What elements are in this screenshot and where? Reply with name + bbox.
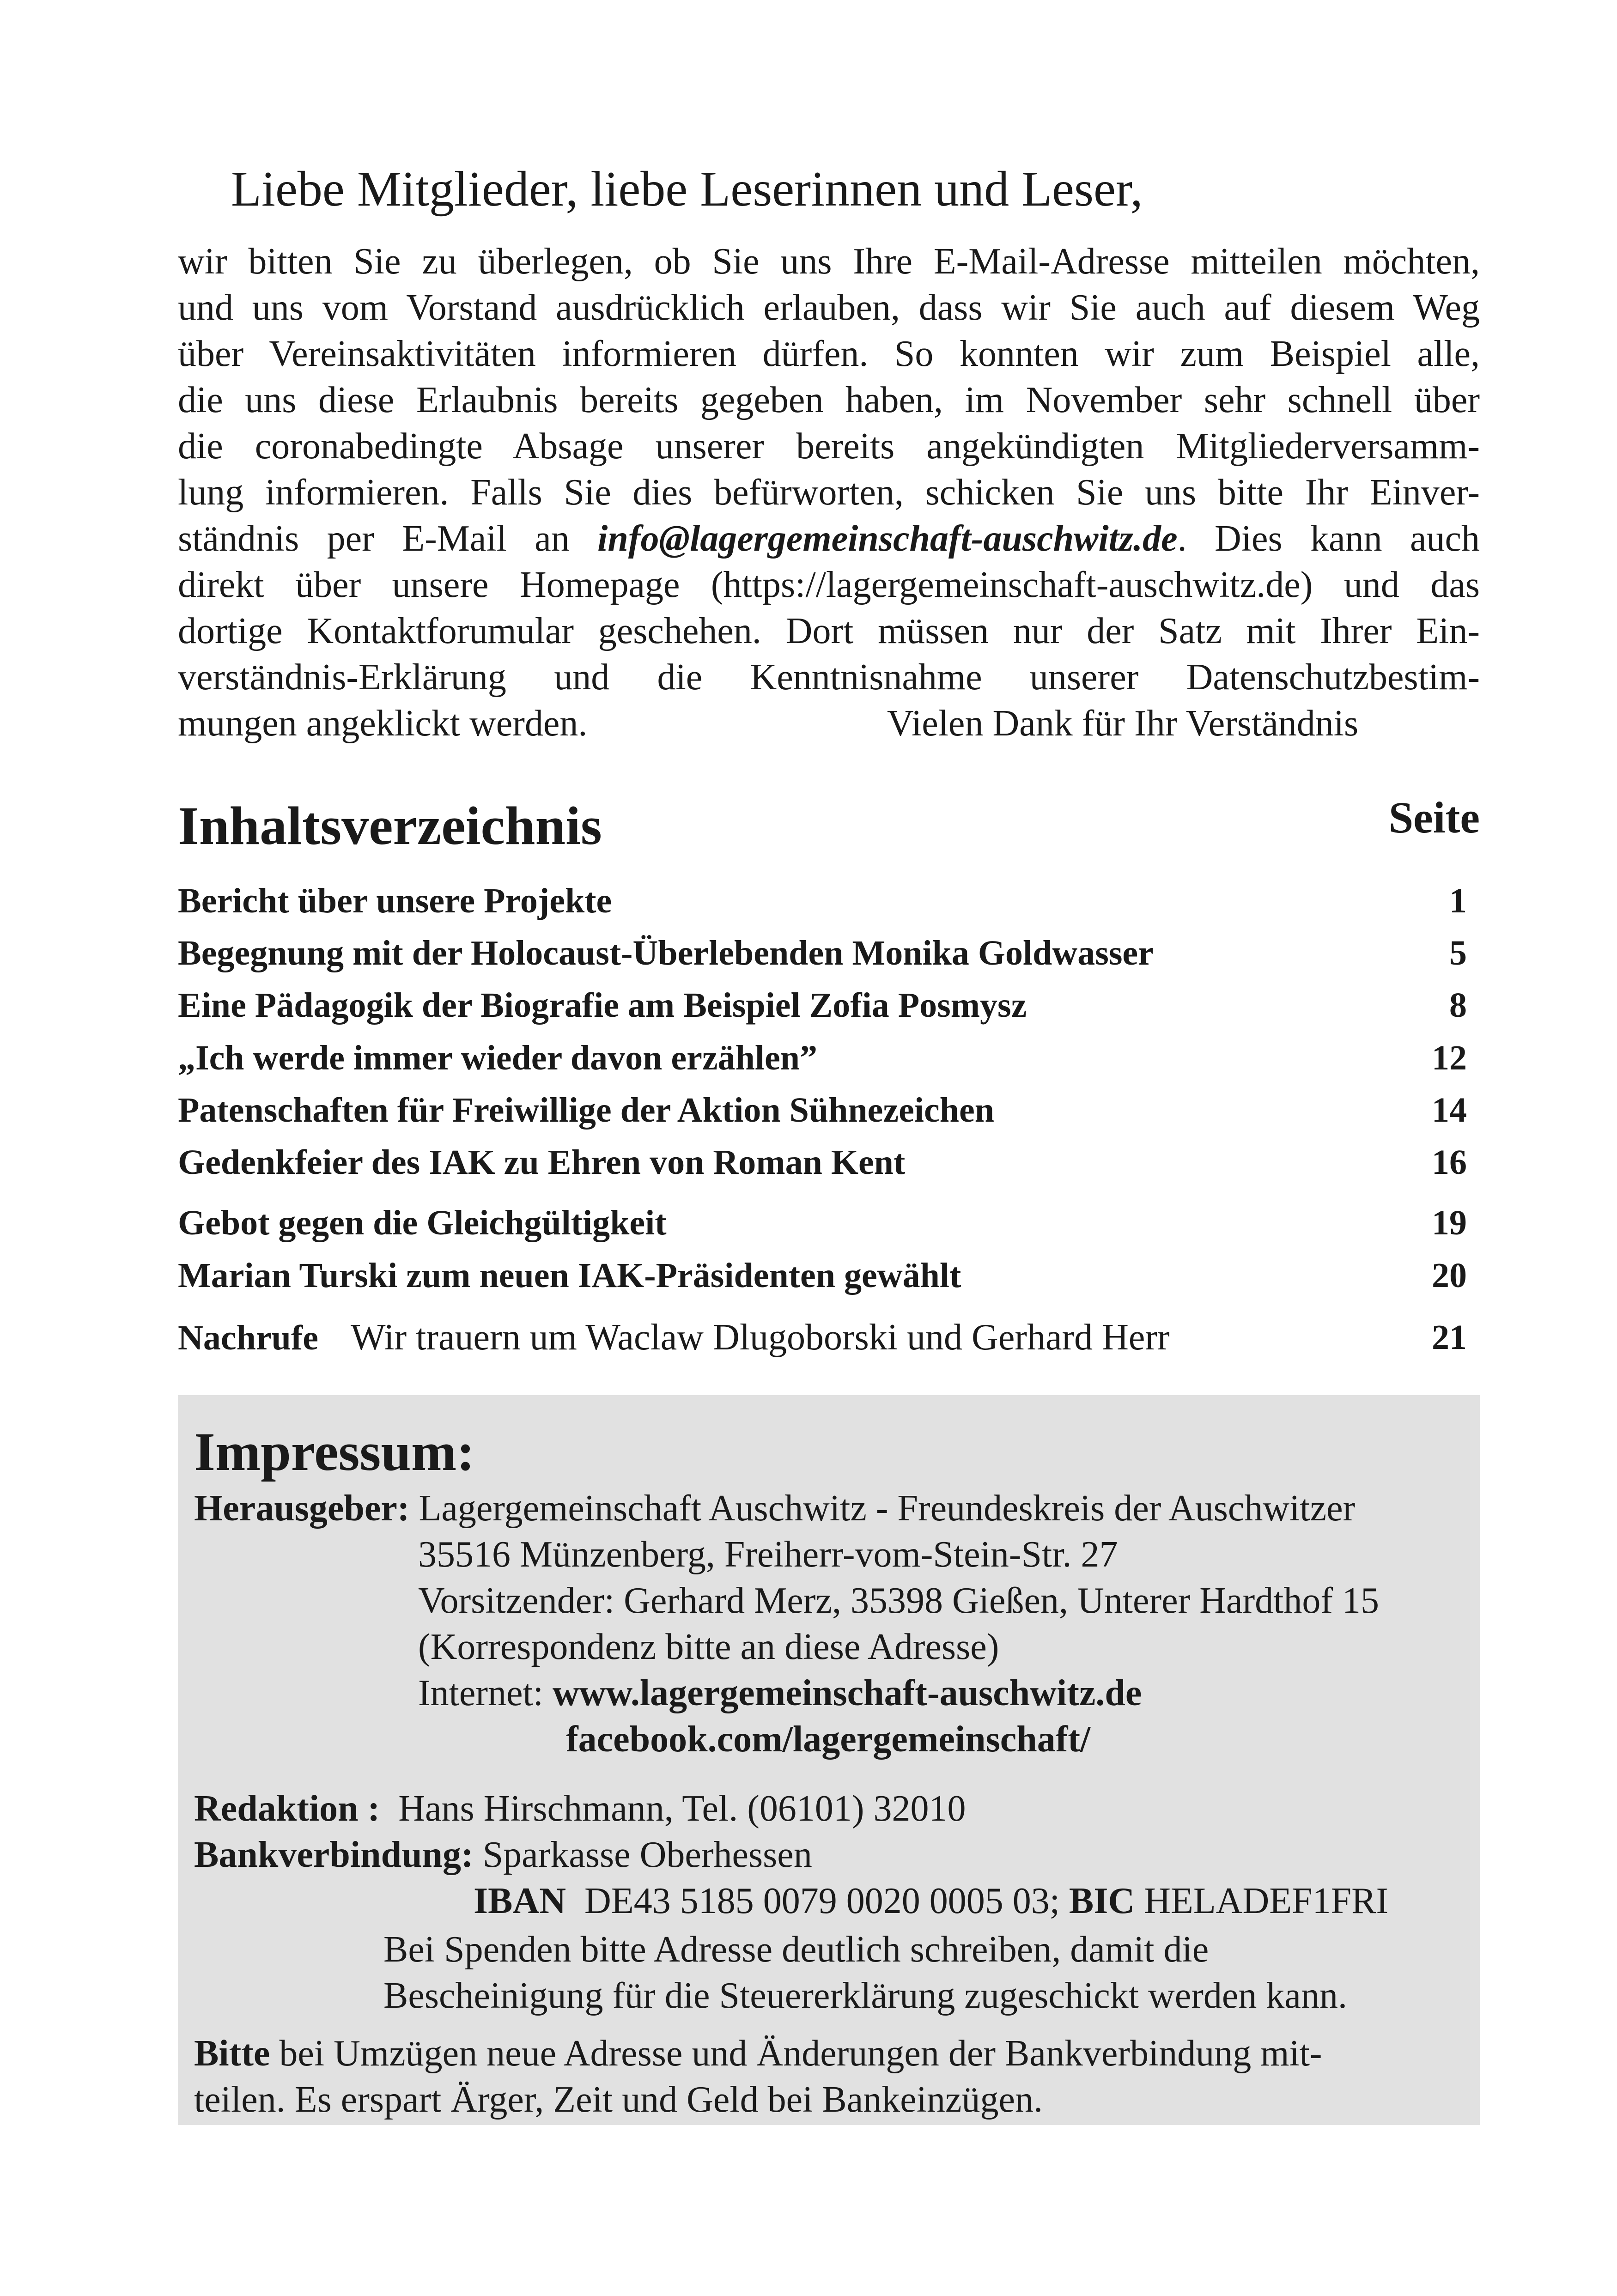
toc-entry-title: Gedenkfeier des IAK zu Ehren von Roman Kent <box>178 1143 906 1182</box>
iban-line <box>474 1878 1388 1924</box>
toc-entry[interactable] <box>178 878 1467 924</box>
please-text: bei Umzügen neue Adresse und Änderungen der Bankverbindung mit- <box>279 2033 1322 2074</box>
toc-entry-page: 14 <box>1432 1091 1467 1130</box>
toc-entry-page: 21 <box>1432 1318 1467 1357</box>
toc-entry-page: 8 <box>1449 986 1467 1025</box>
toc-entry-title: Marian Turski zum neuen IAK-Präsidenten gewählt <box>178 1256 961 1295</box>
toc-entry-nachrufe[interactable] <box>178 1314 1467 1361</box>
editorial-line <box>194 1786 966 1832</box>
toc-entry[interactable] <box>178 1252 1467 1299</box>
internet-label: Internet: <box>418 1673 543 1713</box>
letter-last-line <box>178 700 1480 747</box>
please-label: Bitte <box>194 2033 270 2074</box>
letter-line: wir bitten Sie zu überlegen, ob Sie uns Ihre E-Mail-Adresse mitteilen möchten, <box>178 241 1480 282</box>
letter-line: und uns vom Vorstand ausdrücklich erlauben, dass wir Sie auch auf diesem Weg <box>178 287 1480 328</box>
iban-label: IBAN <box>474 1881 566 1921</box>
bank-label: Bankverbindung: <box>194 1834 474 1875</box>
letter-line: direkt über unsere Homepage (https://lagergemeinschaft-auschwitz.de) und das <box>178 565 1480 605</box>
internet-line <box>418 1670 1142 1716</box>
toc-nachrufe-label: Nachrufe <box>178 1318 318 1357</box>
bank-line <box>194 1832 812 1878</box>
bic-label: BIC <box>1069 1881 1135 1921</box>
publisher-address: 35516 Münzenberg, Freiherr-vom-Stein-Str. 27 <box>418 1534 1118 1575</box>
toc-page-header: Seite <box>1388 793 1480 842</box>
toc-entry-page: 5 <box>1449 934 1467 972</box>
toc-entry-title: Patenschaften für Freiwillige der Aktion Sühnezeichen <box>178 1091 994 1130</box>
donation-note: Bei Spenden bitte Adresse deutlich schreiben, damit die <box>383 1929 1209 1970</box>
toc-entry-title: „Ich werde immer wieder davon erzählen” <box>178 1039 817 1077</box>
moving-note <box>194 2030 1322 2077</box>
letter-line-email <box>178 516 1480 562</box>
facebook-text: facebook.com/lagergemeinschaft/ <box>566 1719 1091 1760</box>
toc-entry[interactable] <box>178 1087 1467 1133</box>
bic-value: HELADEF1FRI <box>1144 1881 1389 1921</box>
letter-line-post: . Dies kann auch <box>1177 518 1480 559</box>
toc-nachrufe-text: Wir trauern um Waclaw Dlugoborski und Gerhard Herr <box>350 1317 1170 1358</box>
toc-entry-page: 19 <box>1432 1203 1467 1242</box>
correspondence-note: (Korrespondenz bitte an diese Adresse) <box>418 1627 999 1667</box>
email-link[interactable]: info@lagergemeinschaft-auschwitz.de <box>597 518 1178 559</box>
letter-line: verständnis-Erklärung und die Kenntnisnahme unserer Datenschutzbestim- <box>178 657 1480 698</box>
impressum-title: Impressum: <box>194 1421 475 1482</box>
letter-line: die uns diese Erlaubnis bereits gegeben haben, im November sehr schnell über <box>178 380 1480 420</box>
facebook-link[interactable] <box>566 1716 1090 1762</box>
toc-entry-title: Eine Pädagogik der Biografie am Beispiel Zofia Posmysz <box>178 986 1027 1025</box>
publisher-line <box>194 1485 1355 1531</box>
bank-value: Sparkasse Oberhessen <box>482 1834 812 1875</box>
toc-entry[interactable] <box>178 1200 1467 1246</box>
letter-line: mungen angeklickt werden. <box>178 703 588 744</box>
letter-line: die coronabedingte Absage unserer bereits angekündigten Mitgliederversamm- <box>178 426 1480 467</box>
letter-salutation: Liebe Mitglieder, liebe Leserinnen und Leser, <box>231 162 1143 217</box>
editorial-value: Hans Hirschmann, Tel. (06101) 32010 <box>398 1788 966 1829</box>
toc-entry-page: 16 <box>1432 1143 1467 1182</box>
letter-body <box>178 238 1480 747</box>
letter-line: lung informieren. Falls Sie dies befürworten, schicken Sie uns bitte Ihr Einver- <box>178 472 1480 513</box>
publisher-label: Herausgeber: <box>194 1488 410 1529</box>
toc-entry-page: 1 <box>1449 881 1467 920</box>
toc-entry-title: Begegnung mit der Holocaust-Überlebenden Monika Goldwasser <box>178 934 1154 972</box>
toc-title: Inhaltsverzeichnis <box>178 796 602 856</box>
toc-entry[interactable] <box>178 1139 1467 1185</box>
toc-entry-title: Gebot gegen die Gleichgültigkeit <box>178 1203 667 1242</box>
editorial-label: Redaktion : <box>194 1788 380 1829</box>
donation-note: Bescheinigung für die Steuererklärung zugeschickt werden kann. <box>383 1975 1347 2016</box>
toc-entry-title: Bericht über unsere Projekte <box>178 881 612 920</box>
letter-line: über Vereinsaktivitäten informieren dürfen. So konnten wir zum Beispiel alle, <box>178 334 1480 374</box>
letter-line: dortige Kontaktforumular geschehen. Dort müssen nur der Satz mit Ihrer Ein- <box>178 611 1480 651</box>
chair: Vorsitzender: Gerhard Merz, 35398 Gießen, Unterer Hardthof 15 <box>418 1580 1380 1621</box>
toc-entry-page: 12 <box>1432 1039 1467 1077</box>
letter-thanks: Vielen Dank für Ihr Verständnis <box>887 703 1359 744</box>
toc-entry[interactable] <box>178 982 1467 1028</box>
toc-entry-page: 20 <box>1432 1256 1467 1295</box>
iban-value: DE43 5185 0079 0020 0005 03; <box>584 1881 1060 1921</box>
letter-line-pre: ständnis per E-Mail an <box>178 518 570 559</box>
impressum-box <box>178 1395 1480 2125</box>
toc-entry[interactable] <box>178 1035 1467 1081</box>
publisher-name: Lagergemeinschaft Auschwitz - Freundeskreis der Auschwitzer <box>419 1488 1356 1529</box>
toc-entry[interactable] <box>178 930 1467 976</box>
website-link[interactable]: www.lagergemeinschaft-auschwitz.de <box>552 1673 1142 1713</box>
moving-note: teilen. Es erspart Ärger, Zeit und Geld bei Bankeinzügen. <box>194 2079 1043 2120</box>
toc-header <box>178 795 1480 869</box>
